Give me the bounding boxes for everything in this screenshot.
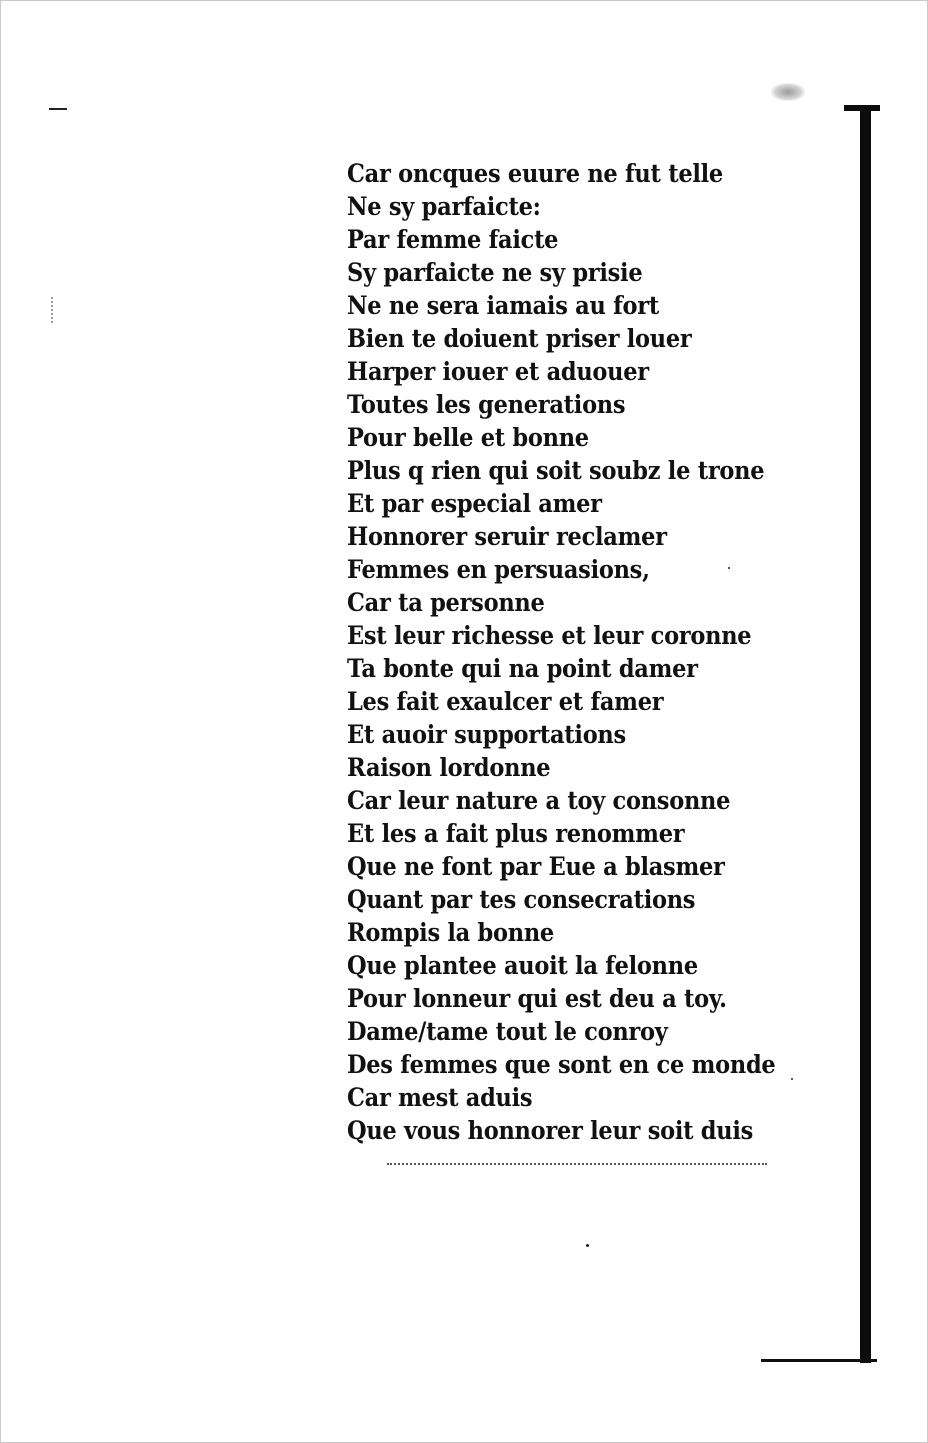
margin-tick-mark xyxy=(49,108,67,110)
verse-line: Toutes les generations xyxy=(347,390,626,419)
right-gutter-rule xyxy=(860,111,871,1363)
ink-speck xyxy=(728,567,730,569)
verse-line: Pour belle et bonne xyxy=(347,423,589,452)
verse-line: Que ne font par Eue a blasmer xyxy=(347,852,725,881)
ink-speck xyxy=(791,1078,793,1080)
verse-line: Les fait exaulcer et famer xyxy=(347,687,664,716)
verse-line: Car mest aduis xyxy=(347,1083,533,1112)
verse-line: Harper iouer et aduouer xyxy=(347,357,649,386)
verse-line: Des femmes que sont en ce monde xyxy=(347,1050,776,1079)
verse-line: Que plantee auoit la felonne xyxy=(347,951,698,980)
verse-line: Ne ne sera iamais au fort xyxy=(347,291,659,320)
margin-dots xyxy=(51,297,56,323)
verse-line: Par femme faicte xyxy=(347,225,559,254)
verse-line: Et auoir supportations xyxy=(347,720,626,749)
bottom-rule xyxy=(761,1359,877,1362)
verse-line: Et par especial amer xyxy=(347,489,602,518)
verse-line: Raison lordonne xyxy=(347,753,551,782)
verse-line: Bien te doiuent priser louer xyxy=(347,324,692,353)
ink-speck xyxy=(586,1244,589,1247)
verse-line: Dame/tame tout le conroy xyxy=(347,1017,668,1046)
corner-smudge xyxy=(771,83,805,101)
verse-line: Et les a fait plus renommer xyxy=(347,819,685,848)
verse-line: Car leur nature a toy consonne xyxy=(347,786,731,815)
verse-line: Pour lonneur qui est deu a toy. xyxy=(347,984,727,1013)
verse-line: Ta bonte qui na point damer xyxy=(347,654,698,683)
baseline-dots xyxy=(387,1163,767,1167)
verse-line: Que vous honnorer leur soit duis xyxy=(347,1116,754,1145)
verse-line: Plus q rien qui soit soubz le trone xyxy=(347,456,765,485)
verse-line: Honnorer seruir reclamer xyxy=(347,522,667,551)
verse-line: Sy parfaicte ne sy prisie xyxy=(347,258,643,287)
verse-line: Quant par tes consecrations xyxy=(347,885,696,914)
verse-line: Rompis la bonne xyxy=(347,918,554,947)
verse-line: Ne sy parfaicte: xyxy=(347,192,541,221)
verse-line: Car oncques euure ne fut telle xyxy=(347,159,723,188)
verse-line: Femmes en persuasions, xyxy=(347,555,650,584)
verse-block xyxy=(347,157,817,1147)
verse-line: Est leur richesse et leur coronne xyxy=(347,621,752,650)
verse-line: Car ta personne xyxy=(347,588,545,617)
